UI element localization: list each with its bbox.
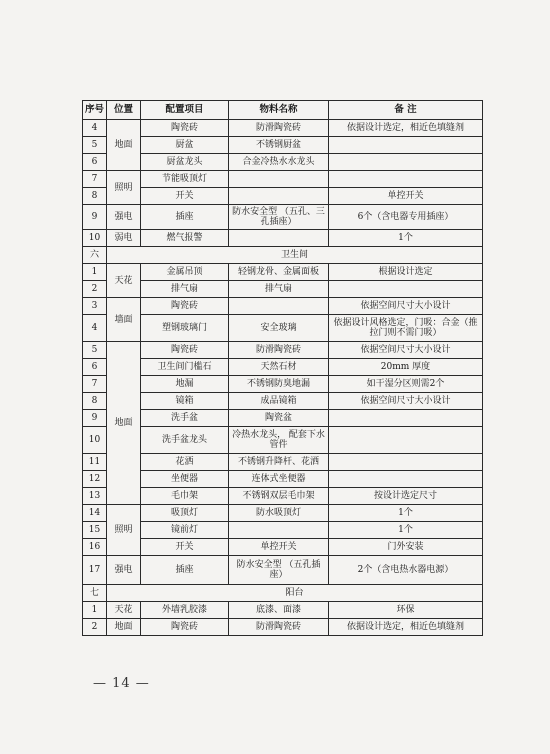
table-row [83, 171, 483, 188]
cell-item: 地漏 [141, 376, 229, 393]
cell-no: 14 [83, 505, 107, 522]
cell-no: 1 [83, 602, 107, 619]
cell-item: 金属吊顶 [141, 264, 229, 281]
cell-material: 安全玻璃 [229, 315, 329, 342]
header-position: 位置 [107, 101, 141, 120]
header-material: 物料名称 [229, 101, 329, 120]
table-row [83, 188, 483, 205]
table-row [83, 602, 483, 619]
cell-item: 燃气报警 [141, 230, 229, 247]
cell-material: 轻钢龙骨、金属面板 [229, 264, 329, 281]
cell-no: 15 [83, 522, 107, 539]
cell-position: 强电 [107, 556, 141, 585]
cell-no: 10 [83, 230, 107, 247]
cell-material: 底漆、面漆 [229, 602, 329, 619]
cell-item: 陶瓷砖 [141, 120, 229, 137]
cell-note [329, 154, 483, 171]
header-note: 备 注 [329, 101, 483, 120]
table-row [83, 315, 483, 342]
cell-item: 镜箱 [141, 393, 229, 410]
cell-item: 厨盆 [141, 137, 229, 154]
cell-note: 2个（含电热水器电源） [329, 556, 483, 585]
header-no: 序号 [83, 101, 107, 120]
cell-item: 坐便器 [141, 471, 229, 488]
table-row [83, 342, 483, 359]
cell-no: 9 [83, 410, 107, 427]
cell-note: 依据设计风格选定，门吸：合金（推拉门则不需门吸） [329, 315, 483, 342]
cell-material: 防滑陶瓷砖 [229, 342, 329, 359]
table-row [83, 556, 483, 585]
cell-position: 照明 [107, 171, 141, 205]
cell-note: 20mm 厚度 [329, 359, 483, 376]
cell-note: 依据设计选定，相近色填缝剂 [329, 120, 483, 137]
cell-no: 4 [83, 120, 107, 137]
cell-no: 10 [83, 427, 107, 454]
cell-position: 天花 [107, 264, 141, 298]
cell-position: 地面 [107, 342, 141, 505]
cell-note: 门外安装 [329, 539, 483, 556]
cell-material: 防水安全型 （五孔插座） [229, 556, 329, 585]
cell-item: 吸顶灯 [141, 505, 229, 522]
cell-material: 单控开关 [229, 539, 329, 556]
cell-material: 防水安全型 （五孔、三孔插座） [229, 205, 329, 230]
cell-item: 插座 [141, 556, 229, 585]
cell-note: 1个 [329, 230, 483, 247]
cell-position: 地面 [107, 120, 141, 171]
cell-item: 排气扇 [141, 281, 229, 298]
cell-item: 插座 [141, 205, 229, 230]
cell-material: 合金冷热水水龙头 [229, 154, 329, 171]
cell-note: 环保 [329, 602, 483, 619]
table-row [83, 230, 483, 247]
cell-no: 2 [83, 619, 107, 636]
cell-item: 开关 [141, 188, 229, 205]
cell-material: 不锈钢升降杆、花洒 [229, 454, 329, 471]
cell-no: 1 [83, 264, 107, 281]
cell-item: 陶瓷砖 [141, 298, 229, 315]
cell-note [329, 171, 483, 188]
cell-no: 16 [83, 539, 107, 556]
table-row [83, 410, 483, 427]
table-row [83, 137, 483, 154]
cell-note: 依据空间尺寸大小设计 [329, 342, 483, 359]
table-row [83, 505, 483, 522]
table-row [83, 120, 483, 137]
cell-position: 墙面 [107, 298, 141, 342]
table-row [83, 298, 483, 315]
cell-note [329, 137, 483, 154]
cell-no: 4 [83, 315, 107, 342]
table-row [83, 359, 483, 376]
cell-item: 厨盆龙头 [141, 154, 229, 171]
table-row [83, 264, 483, 281]
cell-no: 6 [83, 359, 107, 376]
cell-material: 陶瓷盆 [229, 410, 329, 427]
cell-item: 洗手盆龙头 [141, 427, 229, 454]
cell-no: 8 [83, 393, 107, 410]
table-row [83, 522, 483, 539]
cell-note [329, 410, 483, 427]
section-title: 卫生间 [107, 247, 483, 264]
cell-note: 如干湿分区则需2个 [329, 376, 483, 393]
cell-no: 2 [83, 281, 107, 298]
cell-material: 防水吸顶灯 [229, 505, 329, 522]
table-row [83, 619, 483, 636]
cell-material [229, 230, 329, 247]
cell-item: 镜前灯 [141, 522, 229, 539]
cell-no: 13 [83, 488, 107, 505]
table-row [83, 376, 483, 393]
cell-item: 卫生间门槛石 [141, 359, 229, 376]
table-row [83, 488, 483, 505]
cell-position: 地面 [107, 619, 141, 636]
cell-note: 1个 [329, 522, 483, 539]
cell-note: 依据设计选定，相近色填缝剂 [329, 619, 483, 636]
cell-material: 冷热水龙头， 配套下水管件 [229, 427, 329, 454]
cell-position: 天花 [107, 602, 141, 619]
table-row [83, 471, 483, 488]
cell-item: 陶瓷砖 [141, 342, 229, 359]
cell-note [329, 454, 483, 471]
cell-item: 陶瓷砖 [141, 619, 229, 636]
cell-material: 不锈钢防臭地漏 [229, 376, 329, 393]
cell-material: 天然石材 [229, 359, 329, 376]
cell-no: 12 [83, 471, 107, 488]
cell-no: 5 [83, 137, 107, 154]
spec-table [82, 100, 483, 636]
cell-material: 连体式坐便器 [229, 471, 329, 488]
cell-material: 防滑陶瓷砖 [229, 120, 329, 137]
cell-material [229, 522, 329, 539]
cell-material: 成品镜箱 [229, 393, 329, 410]
header-item: 配置项目 [141, 101, 229, 120]
section-number: 七 [83, 585, 107, 602]
cell-item: 节能吸顶灯 [141, 171, 229, 188]
cell-no: 9 [83, 205, 107, 230]
section-title: 阳台 [107, 585, 483, 602]
cell-material: 排气扇 [229, 281, 329, 298]
table-row [83, 393, 483, 410]
table-row [83, 205, 483, 230]
cell-item: 外墙乳胶漆 [141, 602, 229, 619]
section-row [83, 585, 483, 602]
cell-item: 开关 [141, 539, 229, 556]
cell-no: 8 [83, 188, 107, 205]
cell-position: 强电 [107, 205, 141, 230]
table-row [83, 539, 483, 556]
cell-no: 11 [83, 454, 107, 471]
table-row [83, 427, 483, 454]
cell-note: 6个（含电器专用插座） [329, 205, 483, 230]
cell-item: 花洒 [141, 454, 229, 471]
page-number: — 14 — [93, 676, 150, 691]
table-row [83, 154, 483, 171]
cell-no: 6 [83, 154, 107, 171]
cell-material [229, 171, 329, 188]
cell-position: 照明 [107, 505, 141, 556]
cell-no: 5 [83, 342, 107, 359]
cell-item: 毛巾架 [141, 488, 229, 505]
cell-note: 单控开关 [329, 188, 483, 205]
cell-note [329, 281, 483, 298]
cell-item: 洗手盆 [141, 410, 229, 427]
cell-note [329, 427, 483, 454]
cell-note [329, 471, 483, 488]
cell-material [229, 298, 329, 315]
cell-item: 塑钢玻璃门 [141, 315, 229, 342]
cell-no: 7 [83, 171, 107, 188]
table-row [83, 281, 483, 298]
section-row [83, 247, 483, 264]
cell-note: 1个 [329, 505, 483, 522]
section-number: 六 [83, 247, 107, 264]
cell-no: 3 [83, 298, 107, 315]
cell-material: 防滑陶瓷砖 [229, 619, 329, 636]
cell-no: 17 [83, 556, 107, 585]
table-row [83, 454, 483, 471]
table-header-row [83, 101, 483, 120]
cell-note: 按设计选定尺寸 [329, 488, 483, 505]
cell-position: 弱电 [107, 230, 141, 247]
cell-no: 7 [83, 376, 107, 393]
cell-material [229, 188, 329, 205]
cell-material: 不锈钢双层毛巾架 [229, 488, 329, 505]
cell-note: 依据空间尺寸大小设计 [329, 393, 483, 410]
cell-material: 不锈钢厨盆 [229, 137, 329, 154]
cell-note: 根据设计选定 [329, 264, 483, 281]
cell-note: 依据空间尺寸大小设计 [329, 298, 483, 315]
